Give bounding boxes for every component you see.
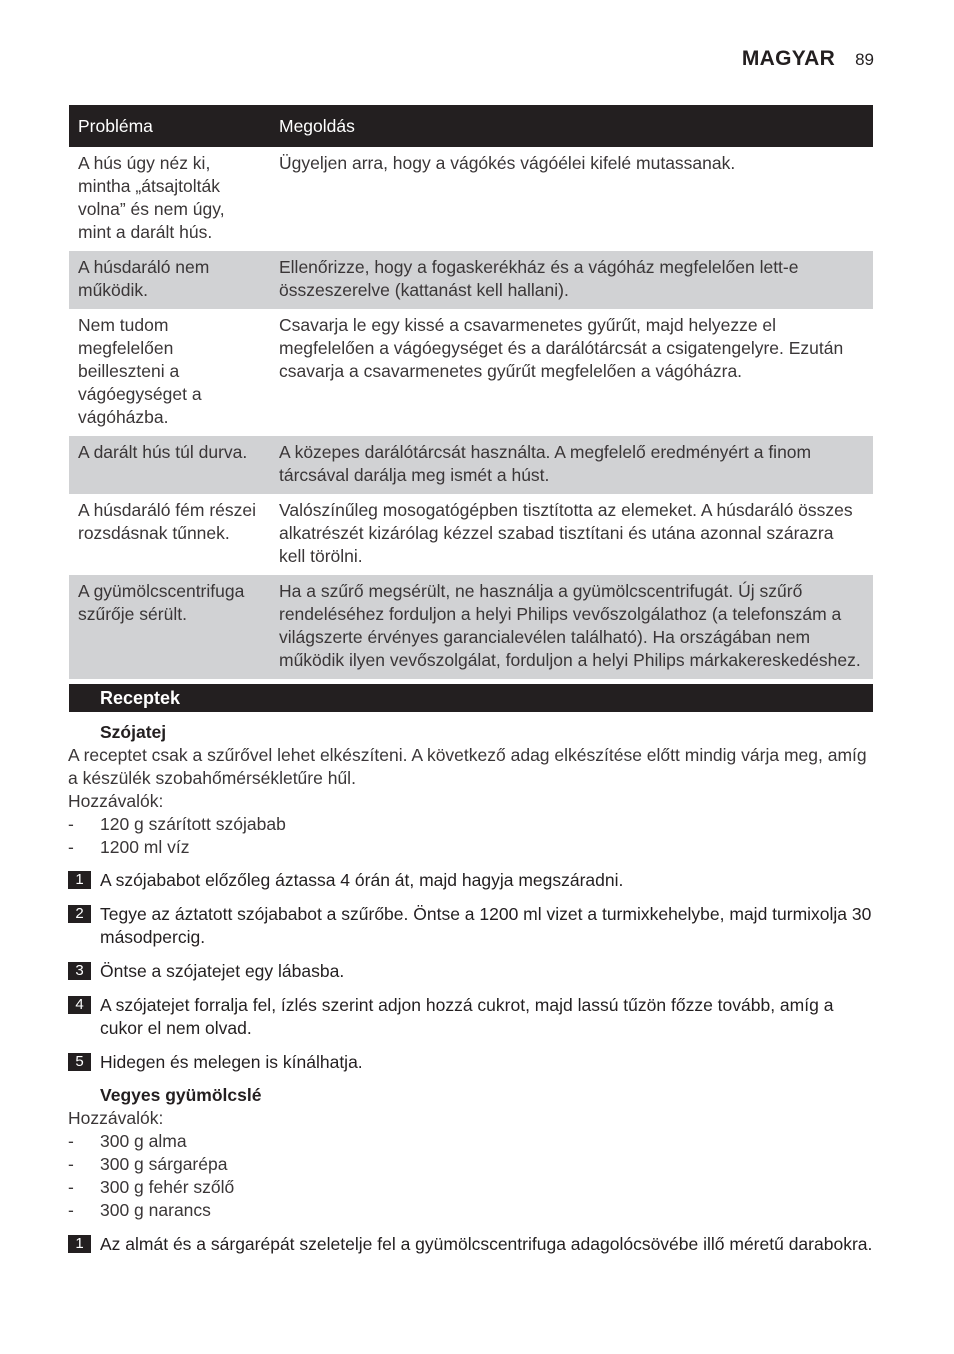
table-header-row bbox=[69, 105, 873, 147]
recipe-title: Szójatej bbox=[100, 722, 167, 742]
table-row bbox=[69, 147, 873, 251]
page-header bbox=[742, 47, 874, 71]
ingredient: 1200 ml víz bbox=[100, 837, 190, 857]
step-text: Az almát és a sárgarépát szeletelje fel a gyümölcscentrifuga adagolócsövébe illő méretű darabokra. bbox=[100, 1234, 873, 1254]
step-item bbox=[68, 903, 874, 949]
step-text: Hidegen és melegen is kínálhatja. bbox=[100, 1052, 363, 1072]
step-number-badge: 4 bbox=[68, 996, 91, 1014]
step-text: Tegye az áztatott szójababot a szűrőbe. Öntse a 1200 ml vizet a turmixkehelybe, majd turmixolja 30 másodpercig. bbox=[100, 904, 872, 947]
troubleshooting-table bbox=[69, 105, 873, 679]
solution-cell: Csavarja le egy kissé a csavarmenetes gyűrűt, majd helyezze el megfelelően a vágóegységet és a darálótárcsát a csigatengelyre. Ezután csavarja a csavarmenetes gyűrűt megfelelően a vágóházra. bbox=[279, 315, 844, 381]
list-item: - 300 g narancs bbox=[68, 1200, 211, 1220]
list-item: - 300 g alma bbox=[68, 1131, 187, 1151]
list-item: - 300 g fehér szőlő bbox=[68, 1177, 235, 1197]
solution-cell: Ha a szűrő megsérült, ne használja a gyümölcscentrifugát. Új szűrő rendeléséhez forduljon a helyi Philips vevőszolgálathoz (a telefonszám a világszerte érvényes garancialevélen található). Ha országában nem működik ilyen vevőszolgálat, forduljon a helyi Philips márkakereskedéshez. bbox=[270, 575, 873, 679]
ingredient: 300 g fehér szőlő bbox=[100, 1177, 235, 1197]
step-item bbox=[68, 994, 874, 1040]
recipe-soy-milk bbox=[68, 721, 874, 859]
table-row bbox=[69, 251, 873, 309]
ingredients-label: Hozzávalók: bbox=[68, 791, 164, 811]
recipe-mixed-juice bbox=[68, 1084, 874, 1222]
table-row bbox=[69, 494, 873, 575]
recipe-juice-steps bbox=[68, 1233, 874, 1267]
list-item: - 120 g szárított szójabab bbox=[68, 814, 286, 834]
list-item: - 300 g sárgarépa bbox=[68, 1154, 228, 1174]
list-item: - 1200 ml víz bbox=[68, 837, 190, 857]
problem-cell: A gyümölcscentrifuga szűrője sérült. bbox=[69, 575, 270, 679]
ingredient: 300 g sárgarépa bbox=[100, 1154, 228, 1174]
ingredient: 120 g szárított szójabab bbox=[100, 814, 286, 834]
problem-cell: A húsdaráló fém részei rozsdásnak tűnnek. bbox=[78, 500, 257, 543]
step-number-badge: 3 bbox=[68, 962, 91, 980]
step-text: A szójababot előzőleg áztassa 4 órán át, majd hagyja megszáradni. bbox=[100, 870, 624, 890]
recipe-title: Vegyes gyümölcslé bbox=[100, 1085, 262, 1105]
table-row bbox=[69, 436, 873, 494]
problem-cell: A hús úgy néz ki, mintha „átsajtolták volna” és nem úgy, mint a darált hús. bbox=[78, 153, 225, 242]
solution-cell: Valószínűleg mosogatógépben tisztította az elemeket. A húsdaráló összes alkatrészét kizárólag kézzel szabad tisztítani és utána azonnal szárazra kell törölni. bbox=[279, 500, 853, 566]
ingredients-label: Hozzávalók: bbox=[68, 1108, 164, 1128]
ingredient: 300 g narancs bbox=[100, 1200, 211, 1220]
problem-cell: Nem tudom megfelelően beilleszteni a vágóegységet a vágóházba. bbox=[78, 315, 202, 427]
solution-cell: A közepes darálótárcsát használta. A megfelelő eredményért a finom tárcsával darálja meg ismét a húst. bbox=[270, 436, 873, 494]
step-number-badge: 1 bbox=[68, 871, 91, 889]
problem-cell: A darált hús túl durva. bbox=[69, 436, 270, 494]
step-number-badge: 2 bbox=[68, 905, 91, 923]
solution-cell: Ügyeljen arra, hogy a vágókés vágóélei kifelé mutassanak. bbox=[279, 153, 736, 173]
table-row bbox=[69, 575, 873, 679]
step-item bbox=[68, 1051, 874, 1074]
page-number: 89 bbox=[855, 50, 874, 69]
section-title-recipes: Receptek bbox=[69, 684, 873, 712]
step-item bbox=[68, 960, 874, 983]
step-number-badge: 1 bbox=[68, 1235, 91, 1253]
step-number-badge: 5 bbox=[68, 1053, 91, 1071]
problem-cell: A húsdaráló nem működik. bbox=[69, 251, 270, 309]
step-text: Öntse a szójatejet egy lábasba. bbox=[100, 961, 345, 981]
step-item bbox=[68, 869, 874, 892]
column-header-problem: Probléma bbox=[69, 105, 270, 147]
solution-cell: Ellenőrizze, hogy a fogaskerékház és a vágóház megfelelően lett-e összeszerelve (kattanást kell hallani). bbox=[270, 251, 873, 309]
column-header-solution: Megoldás bbox=[270, 105, 873, 147]
ingredient: 300 g alma bbox=[100, 1131, 187, 1151]
recipe-soy-steps bbox=[68, 869, 874, 1085]
language-label: MAGYAR bbox=[741, 47, 836, 70]
table-row bbox=[69, 309, 873, 436]
step-item bbox=[68, 1233, 874, 1256]
recipe-intro: A receptet csak a szűrővel lehet elkészíteni. A következő adag elkészítése előtt mindig várja meg, amíg a készülék szobahőmérsékletűre hűl. bbox=[68, 745, 867, 788]
step-text: A szójatejet forralja fel, ízlés szerint adjon hozzá cukrot, majd lassú tűzön főzze tovább, amíg a cukor el nem olvad. bbox=[100, 995, 834, 1038]
